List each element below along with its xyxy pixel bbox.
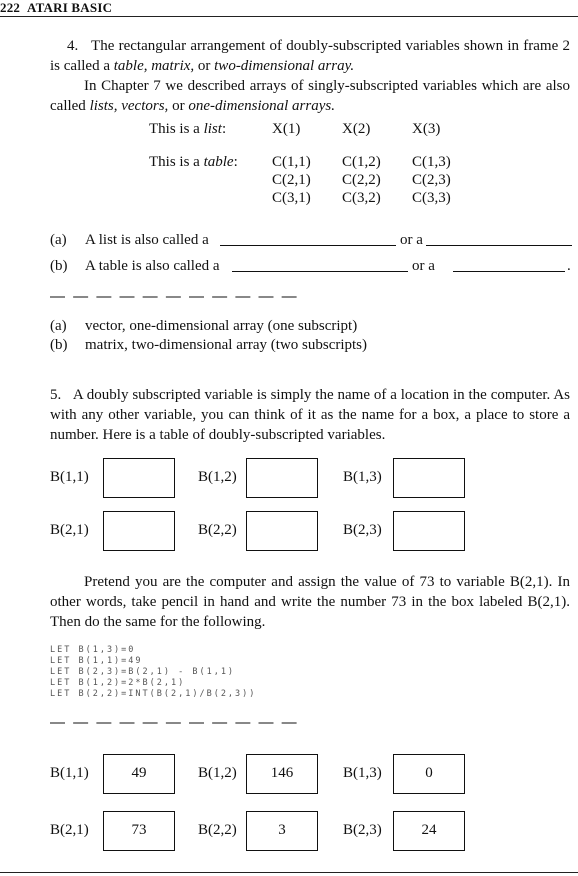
table-cell: C(2,1) [272,172,311,188]
table-cell: C(3,2) [342,190,381,206]
question-b-or: or a [412,258,435,274]
variable-box[interactable] [393,511,465,551]
variable-box[interactable]: 49 [103,754,175,794]
code-line: LET B(1,2)=2*B(2,1) [50,678,186,688]
variable-box[interactable] [103,511,175,551]
q4-paragraph-1: 4. The rectangular arrangement of doubly-subscripted variables shown in frame 2 is called a table, matrix, or two-dimensional array. [50,38,571,74]
variable-box[interactable]: 24 [393,811,465,851]
table-cell: C(1,3) [412,154,451,170]
variable-label: B(2,3) [343,522,382,538]
table-label: This is a table: [149,154,238,170]
question-b-label: (b) [50,258,68,274]
variable-label: B(1,2) [198,765,237,781]
code-line: LET B(2,2)=INT(B(2,1)/B(2,3)) [50,689,257,699]
question-a-text: A list is also called a [85,232,209,248]
question-b-end: . [567,258,571,274]
footer-rule [0,872,578,873]
variable-box[interactable]: 0 [393,754,465,794]
answer-divider: — — — — — — — — — — — [50,288,299,305]
variable-label: B(1,1) [50,765,89,781]
question-a-label: (a) [50,232,67,248]
answer-a-label: (a) [50,318,67,334]
variable-label: B(2,2) [198,522,237,538]
variable-box[interactable]: 3 [246,811,318,851]
variable-label: B(2,3) [343,822,382,838]
variable-label: B(2,1) [50,822,89,838]
code-line: LET B(1,3)=0 [50,645,136,655]
table-cell: C(1,1) [272,154,311,170]
code-line: LET B(1,1)=49 [50,656,143,666]
variable-box[interactable] [393,458,465,498]
list-item: X(1) [272,121,301,137]
q4-paragraph-2: In Chapter 7 we described arrays of singly-subscripted variables which are also called lists, vectors, or one-dimensional arrays. [50,78,570,114]
table-cell: C(2,3) [412,172,451,188]
table-cell: C(3,3) [412,190,451,206]
answer-blank[interactable] [232,259,408,272]
book-title: ATARI BASIC [27,0,113,15]
q4-number: 4. [67,38,79,54]
answer-b-label: (b) [50,337,68,353]
variable-label: B(1,3) [343,765,382,781]
question-a-or: or a [400,232,423,248]
variable-label: B(1,1) [50,469,89,485]
answer-blank[interactable] [453,259,565,272]
answer-blank[interactable] [426,233,572,246]
answer-divider: — — — — — — — — — — — [50,714,299,731]
list-label: This is a list: [149,121,227,137]
variable-box[interactable]: 73 [103,811,175,851]
variable-box[interactable] [246,511,318,551]
table-cell: C(3,1) [272,190,311,206]
q5-paragraph-2: Pretend you are the computer and assign the value of 73 to variable B(2,1). In other words, take pencil in hand and write the number 73 in the box labeled B(2,1). Then do the same for the following. [50,574,570,630]
variable-box[interactable] [103,458,175,498]
question-b-text: A table is also called a [85,258,220,274]
list-item: X(2) [342,121,371,137]
q5-paragraph-1: 5. A doubly subscripted variable is simply the name of a location in the computer. As with any other variable, you can think of it as the name for a box, a place to store a number. Here is a table of doubly-subscripted variables. [50,387,571,443]
variable-label: B(1,2) [198,469,237,485]
variable-label: B(1,3) [343,469,382,485]
answer-b-text: matrix, two-dimensional array (two subscripts) [85,337,368,353]
answer-a-text: vector, one-dimensional array (one subscript) [85,318,358,334]
page-header [0,0,112,16]
variable-box[interactable]: 146 [246,754,318,794]
variable-box[interactable] [246,458,318,498]
q5-number: 5. [50,387,62,403]
answer-blank[interactable] [220,233,396,246]
variable-label: B(2,1) [50,522,89,538]
header-rule [0,16,578,17]
page-number: 222 [0,0,21,15]
table-cell: C(2,2) [342,172,381,188]
variable-label: B(2,2) [198,822,237,838]
code-line: LET B(2,3)=B(2,1) - B(1,1) [50,667,236,677]
table-cell: C(1,2) [342,154,381,170]
list-item: X(3) [412,121,441,137]
